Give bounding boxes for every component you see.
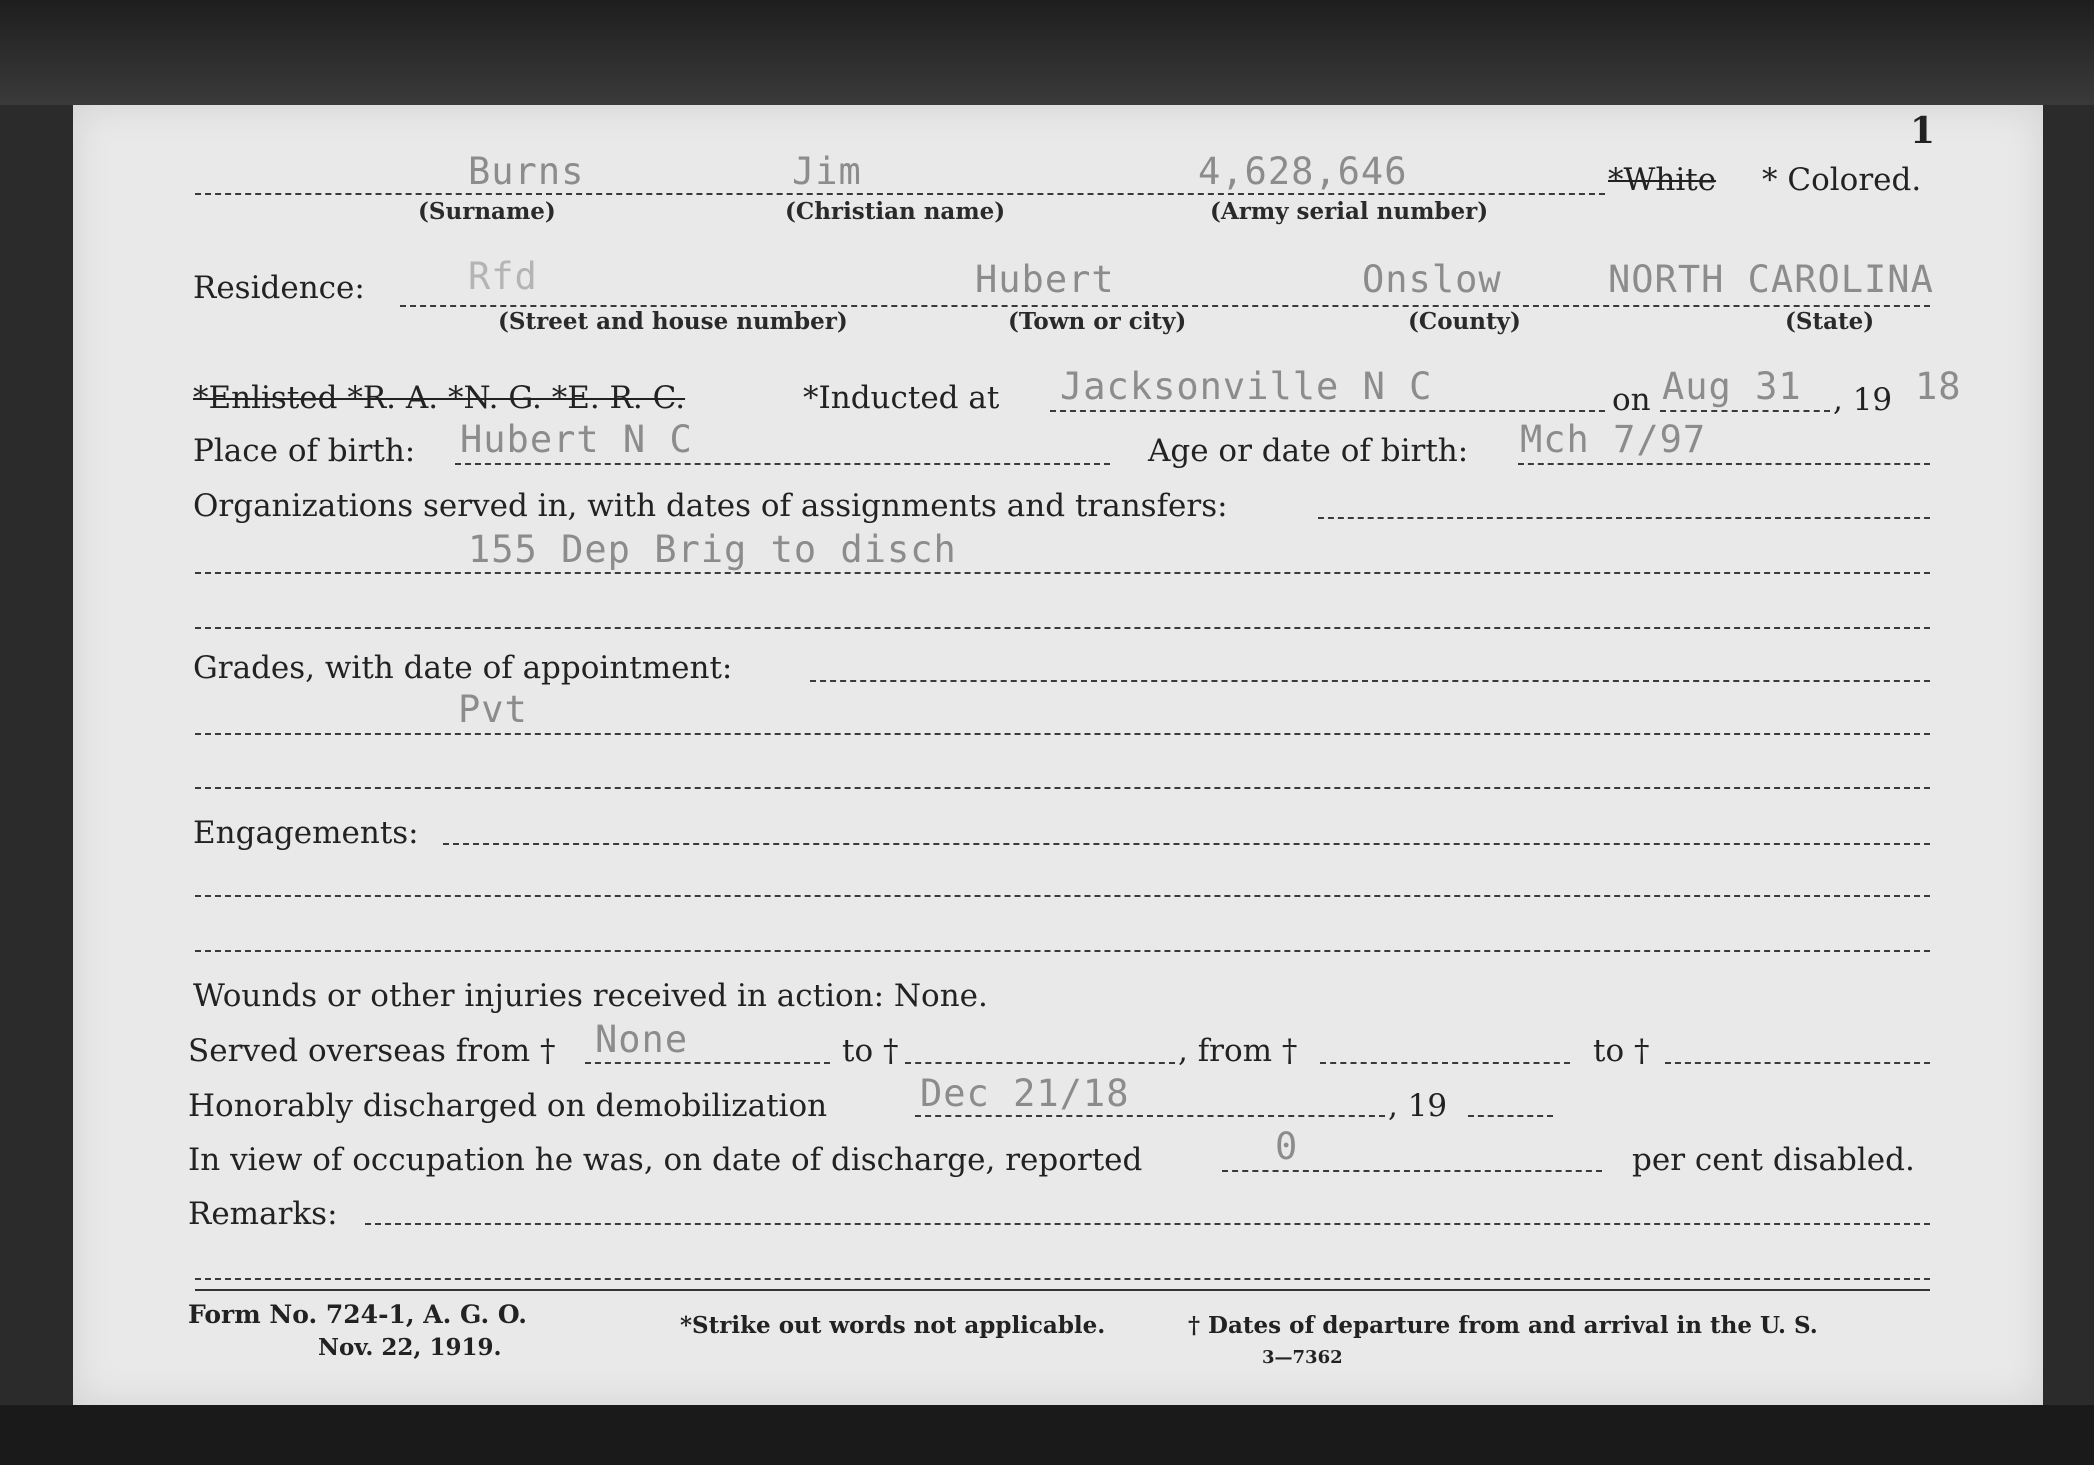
enlistment-options: *Enlisted *R. A. *N. G. *E. R. C.: [193, 380, 686, 416]
form-date: Nov. 22, 1919.: [318, 1334, 502, 1361]
print-code: 3—7362: [1262, 1347, 1343, 1368]
birth-place-value: Hubert N C: [460, 418, 693, 461]
surname-value: Burns: [468, 150, 585, 193]
birth-date-line: [1518, 463, 1930, 465]
discharge-year-suffix: , 19: [1388, 1088, 1448, 1124]
organizations-line-1: [1318, 517, 1930, 519]
engagements-line-1: [443, 843, 1930, 845]
microfilm-border-top: [0, 0, 2094, 105]
grades-label: Grades, with date of appointment:: [193, 650, 733, 686]
remarks-line-2: [195, 1278, 1930, 1280]
birth-date-value: Mch 7/97: [1520, 418, 1707, 461]
discharge-date-line: [915, 1115, 1385, 1117]
county-caption: (County): [1408, 308, 1521, 335]
discharge-date-value: Dec 21/18: [920, 1072, 1130, 1115]
age-label: Age or date of birth:: [1148, 433, 1469, 469]
name-line: [195, 193, 1605, 195]
white-option: *White: [1608, 162, 1717, 198]
engagements-label: Engagements:: [193, 815, 419, 851]
colored-option: * Colored.: [1762, 162, 1922, 198]
surname-caption: (Surname): [418, 198, 556, 225]
overseas-to-label: to †: [842, 1033, 899, 1069]
overseas-from-line: [585, 1062, 830, 1064]
overseas-label: Served overseas from †: [188, 1033, 556, 1069]
street-caption: (Street and house number): [498, 308, 848, 335]
discharge-label: Honorably discharged on demobilization: [188, 1088, 828, 1124]
overseas-from2-line: [1320, 1062, 1570, 1064]
overseas-to-line: [905, 1062, 1175, 1064]
serial-number-value: 4,628,646: [1198, 150, 1408, 193]
engagements-line-2: [195, 895, 1930, 897]
residence-state-value: NORTH CAROLINA: [1608, 258, 1934, 301]
engagements-line-3: [195, 950, 1930, 952]
form-number: Form No. 724-1, A. G. O.: [188, 1300, 527, 1329]
residence-street-value: Rfd: [468, 255, 538, 298]
christian-name-value: Jim: [792, 150, 862, 193]
serial-number-caption: (Army serial number): [1210, 198, 1489, 225]
wounds-text: Wounds or other injuries received in action: None.: [193, 978, 988, 1014]
on-label: on: [1612, 382, 1651, 418]
microfilm-border-bottom: [0, 1405, 2094, 1465]
year-prefix: , 19: [1833, 382, 1893, 418]
disability-line: [1222, 1170, 1602, 1172]
inducted-label: *Inducted at: [803, 380, 1000, 416]
organizations-label: Organizations served in, with dates of assignments and transfers:: [193, 488, 1228, 524]
induction-date-line: [1660, 410, 1830, 412]
induction-year-value: 18: [1915, 365, 1962, 408]
grades-line-2: [195, 733, 1930, 735]
grades-line-3: [195, 787, 1930, 789]
birth-place-label: Place of birth:: [193, 433, 416, 469]
disability-value: 0: [1275, 1125, 1299, 1168]
residence-county-value: Onslow: [1362, 258, 1502, 301]
overseas-from-value: None: [595, 1018, 689, 1061]
organizations-line-3: [195, 627, 1930, 629]
induction-date-value: Aug 31: [1662, 365, 1802, 408]
residence-line: [400, 305, 1930, 307]
grades-line-1: [810, 680, 1930, 682]
state-caption: (State): [1785, 308, 1875, 335]
overseas-to2-line: [1665, 1062, 1930, 1064]
residence-label: Residence:: [193, 270, 365, 306]
residence-town-value: Hubert: [975, 258, 1115, 301]
organizations-line-2: [195, 572, 1930, 574]
footer-rule: [195, 1289, 1930, 1291]
dagger-note: † Dates of departure from and arrival in the U. S.: [1188, 1312, 1818, 1339]
disability-label: In view of occupation he was, on date of discharge, reported: [188, 1142, 1143, 1178]
discharge-year-line: [1468, 1115, 1553, 1117]
card-number: 1: [1910, 110, 1936, 152]
overseas-to2-label: to †: [1593, 1033, 1650, 1069]
birth-place-line: [455, 463, 1110, 465]
strike-note: *Strike out words not applicable.: [680, 1312, 1106, 1339]
christian-name-caption: (Christian name): [785, 198, 1006, 225]
overseas-from2-label: , from †: [1178, 1033, 1298, 1069]
organizations-value: 155 Dep Brig to disch: [468, 528, 957, 571]
town-caption: (Town or city): [1008, 308, 1187, 335]
induction-place-value: Jacksonville N C: [1060, 365, 1433, 408]
induction-place-line: [1050, 410, 1605, 412]
remarks-line-1: [365, 1223, 1930, 1225]
disability-suffix: per cent disabled.: [1632, 1142, 1915, 1178]
grades-value: Pvt: [458, 688, 528, 731]
remarks-label: Remarks:: [188, 1196, 338, 1232]
